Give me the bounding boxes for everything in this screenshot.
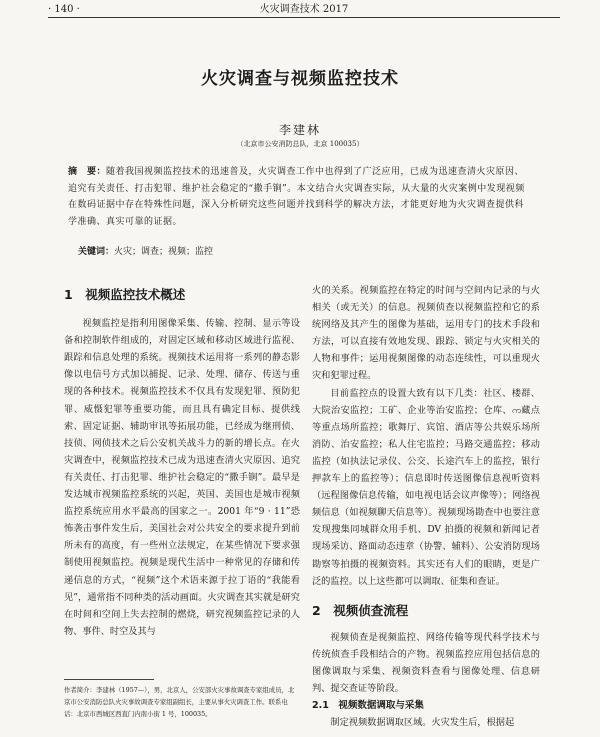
right-paragraph-2: 目前监控点的设置大致有以下几类：社区、楼群、大院治安监控；工矿、企业等治安监控；仓库、က藏点等重点场所监控；歌舞厅、宾馆、酒店等公共娱乐场所消防、治安监控；私人住宅监控；马路交通监控；移动监控（如执法记录仪、公交、长途汽车上的监控，银行押款车上的监控等）；信息即时传送图像信息视听资料（远程图像信息传输，如电视电话会议声像等）；网络视频信息（如视频聊天信息等）。视频现场勘查中也要注意发现搜集同城群众用手机、DV 拍摄的视频和新闻记者现场采访、路面动态违章（协警、辅料）、公安消防现场勘察等拍摄的视频资料。其实还有人们的眼睛，更是广泛的监控。以上这些都可以调取、征集和查证。 — [312, 387, 540, 587]
author-name: 李建林 — [278, 123, 321, 137]
section-2-paragraph: 视频侦查是视频监控、网络传输等现代科学技术与传统侦查手段相结合的产物。视频监控应用包括信息的图像调取与采集、视频资料查看与图像处理、信息研判、提交查证等阶段。 — [312, 631, 540, 695]
keywords — [78, 244, 518, 257]
abstract — [68, 164, 532, 230]
right-column — [312, 282, 540, 731]
section-1-paragraph: 视频监控是指利用图像采集、传输、控制、显示等设备和控制软件组成的，对固定区域和移动区域进行监视、跟踪和信息处理的系统。视频技术运用将一系列的静态影像以电信号方式加以捕捉、记录、处理、储存、传送与重现的各种技术。视频监控技术不仅具有发现犯罪、预防犯罪、威慑犯罪等重要功能，而且具有确定目标、提供线索、固定证据、辅助审讯等拓展功能，已经成为继刑侦、技侦、网侦技术之后公安机关战斗力的新的增长点。在火灾调查中，视频监控技术已成为迅速查清火灾原因、追究有关责任、打击犯罪、维护社会稳定的“撒手锏”。最早是发达城市视频监控系统的兴起，英国、美国也是城市视频监控系统应用水平最高的国家之一。2001 年“9 · 11”恐怖袭击事件发生后，美国社会对公共安全的要求提升到前所未有的高度，有一些州立法规定，在某些情况下要求强制使用视频监控。视频是现代生活中一种常见的存储和传递信息的方式，“视频”这个术语来源于拉丁语的“我能看见”，通常指不同种类的活动画面。火灾调查其实就是研究在时间和空间上失去控制的燃烧，研究视频监控记录的人物、事件、时空及其与 — [64, 318, 300, 637]
keywords-label: 关键词： — [78, 247, 115, 257]
author-footnote: 作者简介：李建林（1957—），男，北京人，公安部火灾事故调查专家组成员，北京市公安消防总队火灾事故调查专家组副组长，主要从事火灾调查工作。联系电话：北京市西城区西直门内南小街 1 号，100035。 — [64, 686, 295, 718]
section-1-heading: 1 视频监控技术概述 — [64, 287, 186, 302]
subsection-2-1-heading: 2.1 视频数据调取与采集 — [312, 700, 424, 712]
abstract-label: 摘 要： — [68, 167, 107, 177]
left-column — [64, 286, 300, 640]
page-number: · 140 · — [48, 4, 80, 15]
keywords-text: 火灾；调查；视频；监控 — [114, 247, 214, 257]
subsection-2-1-text: 制定视频数据调取区域。火灾发生后，根据起 — [330, 717, 515, 729]
running-header — [48, 2, 560, 18]
abstract-text: 随着我国视频监控技术的迅速普及，火灾调查工作中也得到了广泛应用，已成为迅速查清火灾原因、追究有关责任、打击犯罪、维护社会稳定的“撒手锏”。本文结合火灾调查实际，从大量的火灾案例中发现视频在数码证据中存在特殊性问题，深入分析研究这些问题并找到科学的解决方法，才能更好地为火灾调查提供科学准确、真实可靠的证据。 — [68, 167, 525, 227]
footnote-divider — [64, 679, 154, 680]
author-affiliation: （北京市公安消防总队，北京 100035） — [236, 140, 364, 148]
right-paragraph-1: 火的关系。视频监控在特定的时间与空间内记录的与火相关（或无关）的信息。视频侦查以视频监控和它的系统网络及其产生的图像为基础，运用专门的技术手段和方法，可以直接有效地发现、跟踪、锁定与火灾相关的人物和事件；运用视频图像的动态连续性，可以重现火灾和犯罪过程。 — [312, 285, 540, 382]
article-title: 火灾调查与视频监控技术 — [201, 69, 399, 89]
journal-name: 火灾调查技术 2017 — [259, 4, 349, 15]
section-2-heading: 2 视频侦查流程 — [312, 602, 409, 618]
